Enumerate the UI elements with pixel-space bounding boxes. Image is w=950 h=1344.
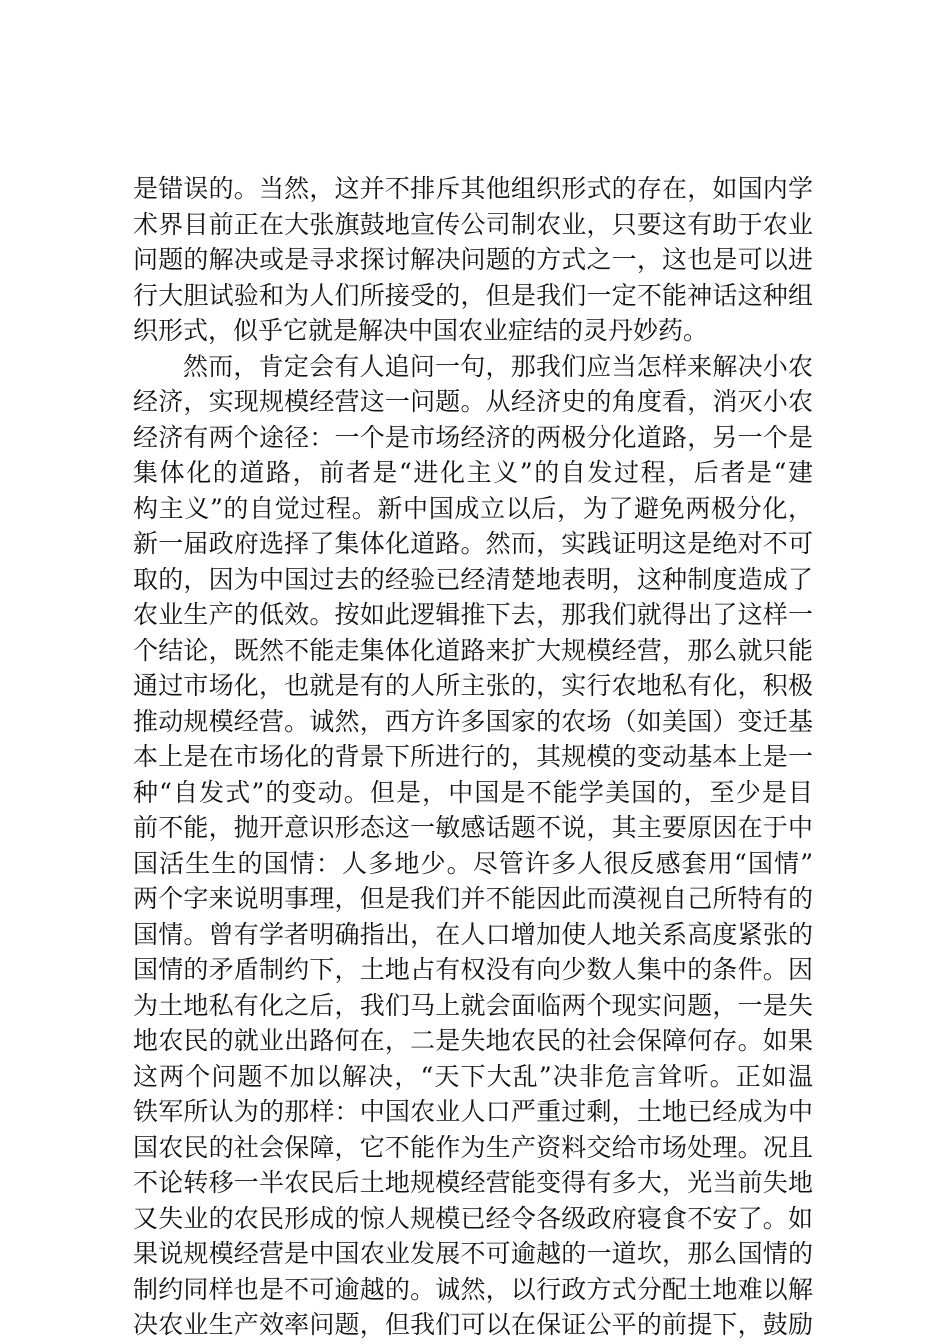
text-line: 国情。曾有学者明确指出，在人口增加使人地关系高度紧张的 <box>133 919 813 949</box>
text-line: 经济有两个途径：一个是市场经济的两极分化道路，另一个是 <box>133 422 813 452</box>
text-line: 取的，因为中国过去的经验已经清楚地表明，这种制度造成了 <box>133 564 813 594</box>
text-line: 构主义”的自觉过程。新中国成立以后，为了避免两极分化， <box>133 493 813 523</box>
text-line: 然而，肯定会有人追问一句，那我们应当怎样来解决小农 <box>183 351 813 381</box>
text-line: 本上是在市场化的背景下所进行的，其规模的变动基本上是一 <box>133 742 813 771</box>
text-line: 行大胆试验和为人们所接受的，但是我们一定不能神话这种组 <box>133 280 813 310</box>
text-line: 问题的解决或是寻求探讨解决问题的方式之一，这也是可以进 <box>133 245 813 274</box>
text-line: 为土地私有化之后，我们马上就会面临两个现实问题，一是失 <box>133 990 813 1020</box>
text-line: 集体化的道路，前者是“进化主义”的自发过程，后者是“建 <box>133 458 813 487</box>
body-text <box>133 171 813 1343</box>
text-line: 国情的矛盾制约下，土地占有权没有向少数人集中的条件。因 <box>133 955 813 984</box>
text-line: 前不能，抛开意识形态这一敏感话题不说，其主要原因在于中 <box>133 813 813 842</box>
text-line: 织形式，似乎它就是解决中国农业症结的灵丹妙药。 <box>133 316 709 345</box>
text-line: 农业生产的低效。按如此逻辑推下去，那我们就得出了这样一 <box>133 600 813 629</box>
text-line: 这两个问题不加以解决，“天下大乱”决非危言耸听。正如温 <box>133 1061 813 1091</box>
text-line: 制约同样也是不可逾越的。诚然，以行政方式分配土地难以解 <box>133 1274 813 1304</box>
text-line: 两个字来说明事理，但是我们并不能因此而漠视自己所特有的 <box>133 884 813 913</box>
text-line: 决农业生产效率问题，但我们可以在保证公平的前提下，鼓励 <box>133 1310 813 1339</box>
text-line: 是错误的。当然，这并不排斥其他组织形式的存在，如国内学 <box>133 174 813 203</box>
text-line: 果说规模经营是中国农业发展不可逾越的一道坎，那么国情的 <box>133 1239 813 1268</box>
text-line: 术界目前正在大张旗鼓地宣传公司制农业，只要这有助于农业 <box>133 209 813 239</box>
text-line: 国活生生的国情：人多地少。尽管许多人很反感套用“国情” <box>133 848 813 878</box>
text-line: 铁军所认为的那样：中国农业人口严重过剩，土地已经成为中 <box>133 1097 813 1126</box>
text-line: 通过市场化，也就是有的人所主张的，实行农地私有化，积极 <box>133 671 813 700</box>
paragraph-1 <box>133 171 813 349</box>
text-line: 经济，实现规模经营这一问题。从经济史的角度看，消灭小农 <box>133 387 813 416</box>
text-line: 国农民的社会保障，它不能作为生产资料交给市场处理。况且 <box>133 1132 813 1162</box>
text-line: 个结论，既然不能走集体化道路来扩大规模经营，那么就只能 <box>133 635 813 665</box>
text-line: 新一届政府选择了集体化道路。然而，实践证明这是绝对不可 <box>133 529 813 558</box>
text-line: 不论转移一半农民后土地规模经营能变得有多大，光当前失地 <box>133 1168 813 1197</box>
text-line: 又失业的农民形成的惊人规模已经令各级政府寝食不安了。如 <box>133 1203 813 1233</box>
text-line: 推动规模经营。诚然，西方许多国家的农场（如美国）变迁基 <box>133 706 813 736</box>
paragraph-2 <box>133 349 813 1343</box>
text-line: 种“自发式”的变动。但是，中国是不能学美国的，至少是目 <box>133 777 813 807</box>
text-line: 地农民的就业出路何在，二是失地农民的社会保障何存。如果 <box>133 1026 813 1055</box>
